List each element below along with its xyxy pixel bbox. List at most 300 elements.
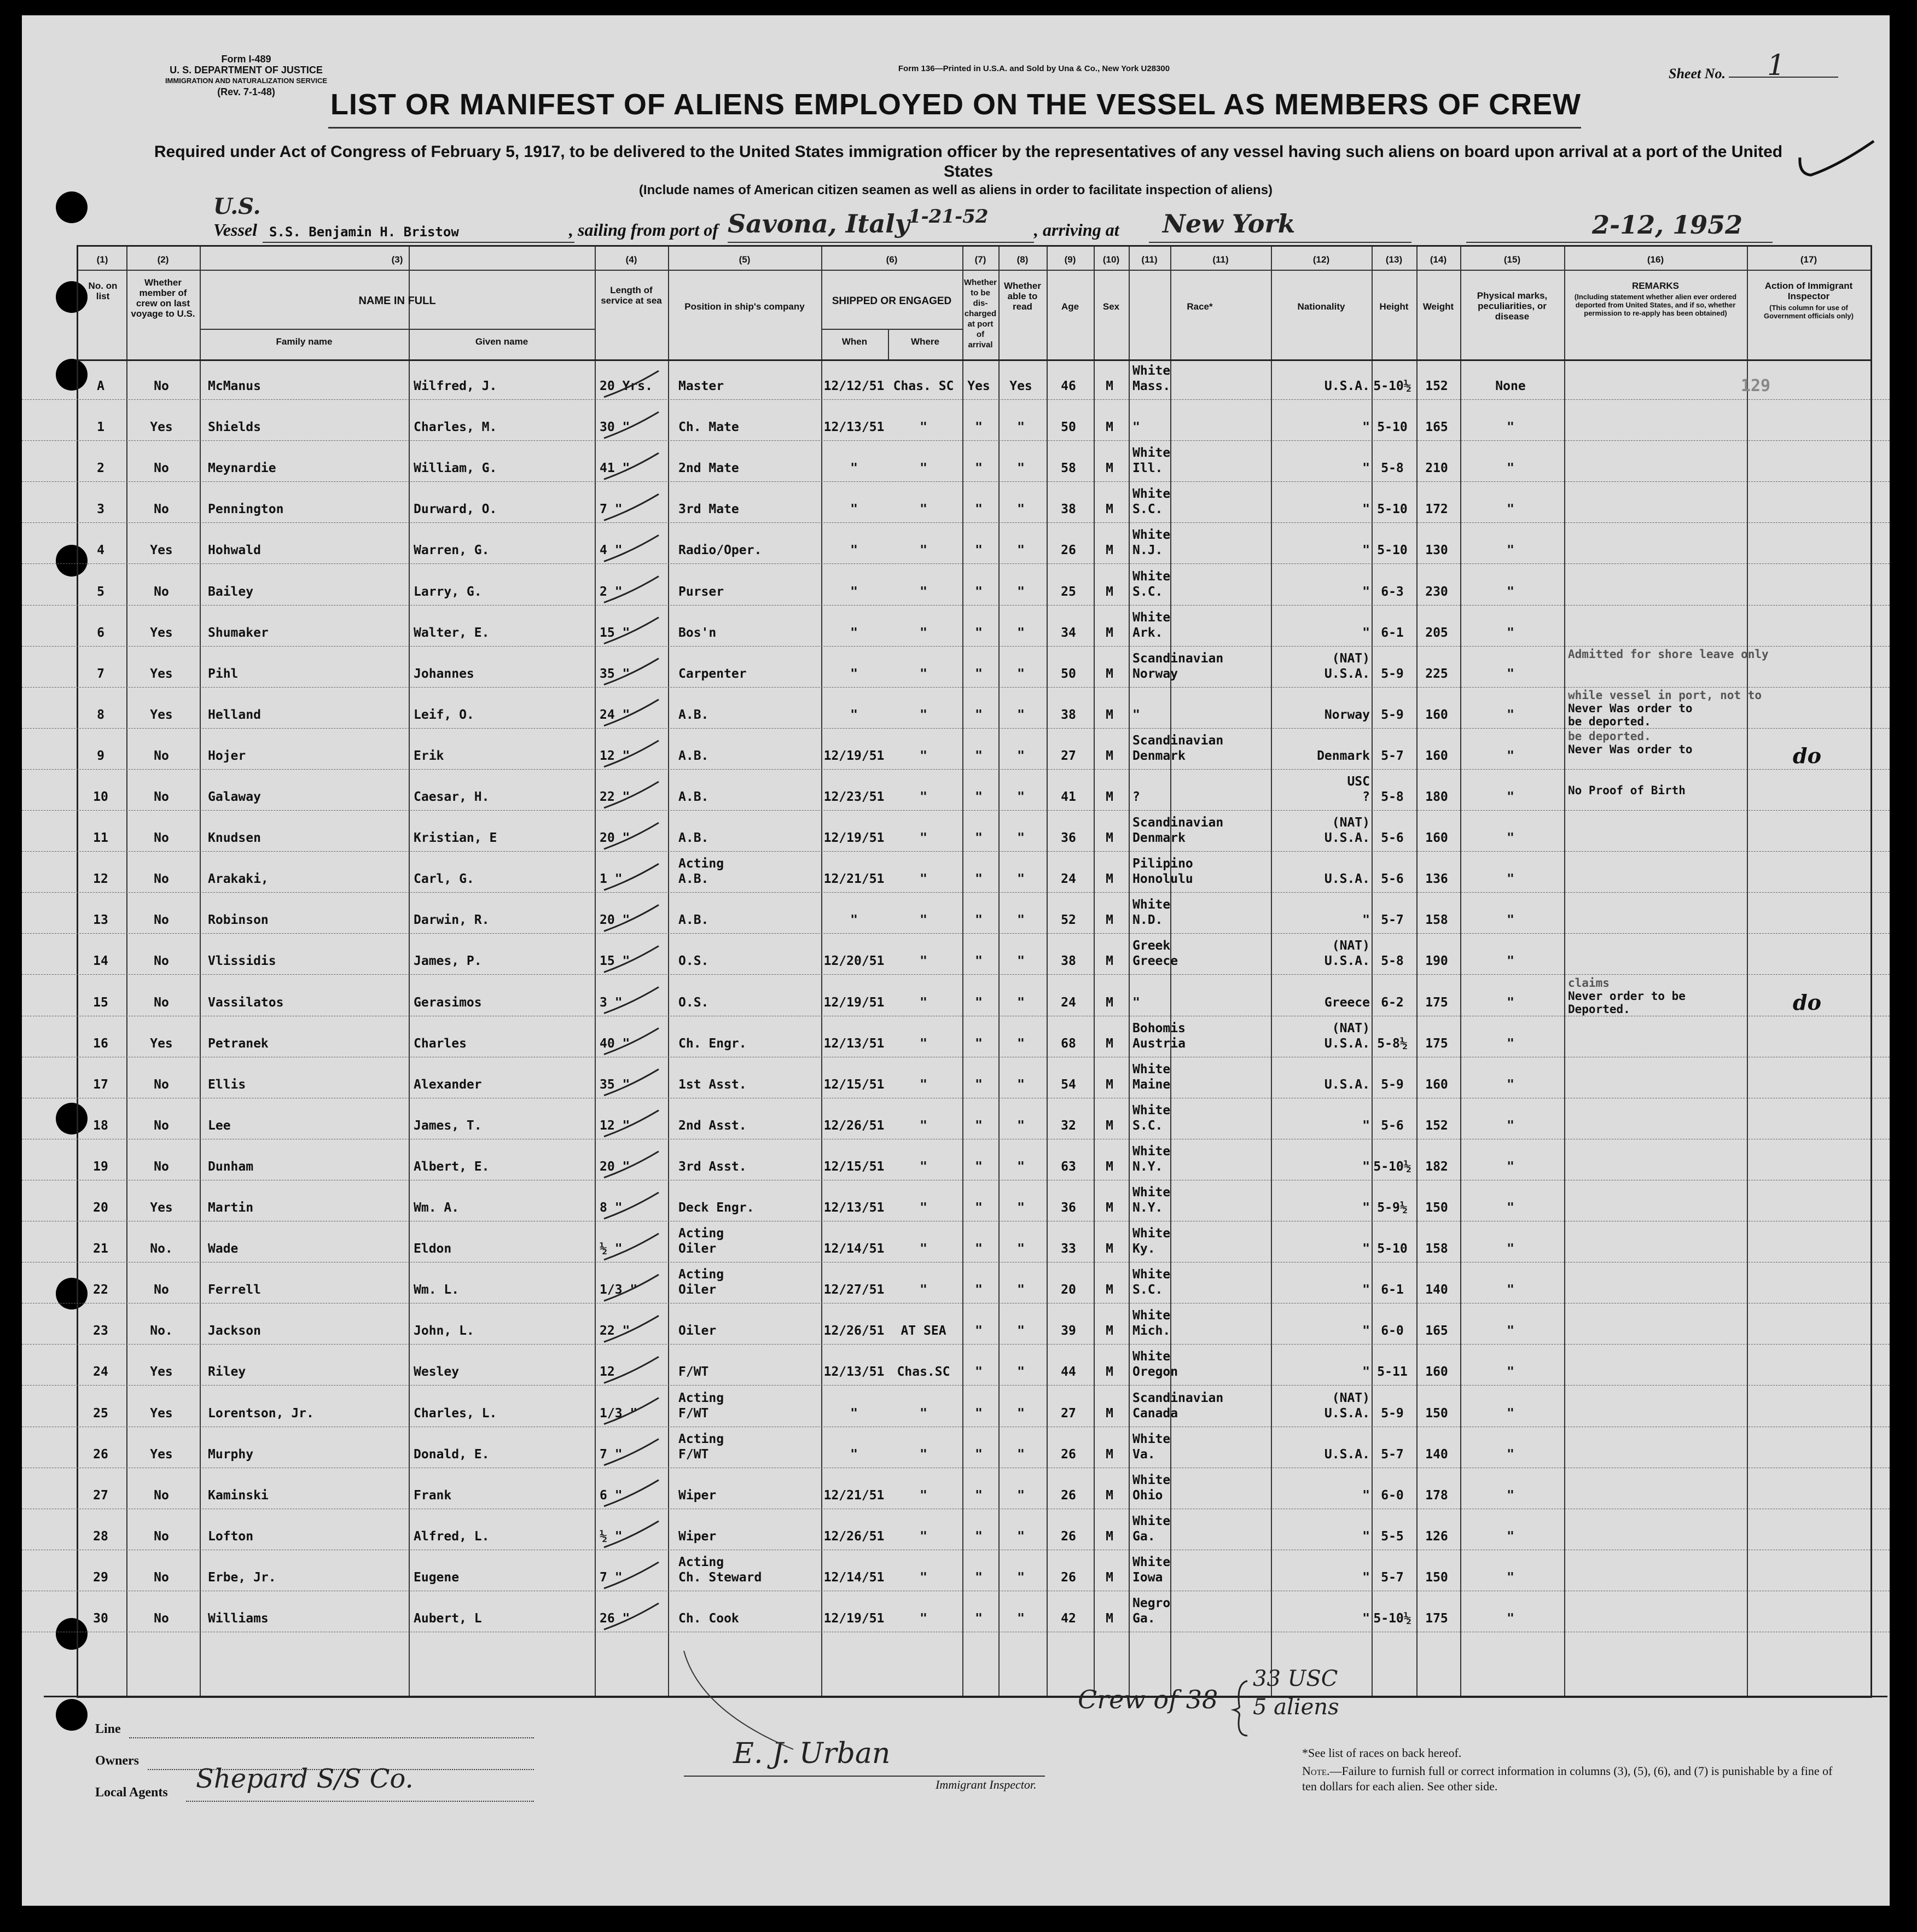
col16-sub: (Including statement whether alien ever ordered deported from United States, and if so, whether permission to re-apply has been obtained)	[1574, 293, 1737, 317]
height: 5-7	[1381, 913, 1404, 928]
check-mark-icon	[1794, 136, 1877, 185]
family-name: Lee	[208, 1118, 231, 1133]
shipped-where: "	[920, 625, 927, 640]
able-to-read: Yes	[1009, 379, 1032, 393]
row-number: 15	[93, 995, 108, 1010]
sex: M	[1106, 1529, 1113, 1544]
inspector-action: do	[1793, 990, 1821, 1015]
col12-header: Nationality	[1297, 301, 1345, 312]
given-name: Eugene	[414, 1570, 460, 1585]
prior-voyage: No	[154, 502, 169, 517]
row-number: 5	[97, 584, 104, 599]
discharged: "	[975, 1488, 983, 1503]
weight: 172	[1425, 502, 1448, 517]
age: 36	[1061, 1201, 1076, 1215]
prior-voyage: No	[154, 1077, 169, 1092]
age: 26	[1061, 1529, 1076, 1544]
remarks-line3: be deported.	[1568, 714, 1651, 728]
position: 2nd Mate	[678, 461, 739, 476]
col3-family: Family name	[276, 336, 333, 347]
shipped-where: "	[920, 831, 927, 846]
family-name: Kaminski	[208, 1488, 269, 1503]
col10-num: (10)	[1102, 254, 1120, 265]
given-name: Warren, G.	[414, 543, 490, 558]
discharged: "	[975, 1324, 983, 1339]
family-name: Jackson	[208, 1324, 261, 1339]
able-to-read: "	[1017, 625, 1025, 640]
position: F/WT	[678, 1365, 709, 1380]
physical-marks: "	[1507, 1365, 1514, 1380]
weight: 165	[1425, 1324, 1448, 1339]
col17-header: Action of Immigrant Inspector	[1764, 281, 1853, 301]
vessel-underline	[263, 242, 574, 243]
family-name: Knudsen	[208, 831, 261, 846]
physical-marks: "	[1507, 1118, 1514, 1133]
service-length: 35 "	[600, 1077, 630, 1092]
col9-num: (9)	[1064, 254, 1076, 265]
race-line2: Mich.	[1132, 1324, 1171, 1339]
race-line1: White	[1132, 1349, 1171, 1364]
physical-marks: "	[1507, 666, 1514, 681]
arriving-label: , arriving at	[1034, 220, 1119, 240]
prior-voyage: Yes	[150, 1365, 173, 1380]
given-name: Darwin, R.	[414, 913, 490, 928]
shipped-when: 12/19/51	[823, 748, 885, 763]
shipped-where: "	[920, 872, 927, 887]
shipped-where: "	[920, 1488, 927, 1503]
race-line1: Bohomis	[1132, 1021, 1186, 1035]
table-row	[22, 522, 1890, 564]
col2-header: Whether member of crew on last voyage to U.S.	[131, 277, 195, 319]
race-line2: S.C.	[1132, 1118, 1163, 1133]
given-name: John, L.	[414, 1324, 474, 1339]
shipped-where: "	[920, 790, 927, 804]
able-to-read: "	[1017, 1365, 1025, 1380]
able-to-read: "	[1017, 1488, 1025, 1503]
service-length: 26 "	[600, 1611, 630, 1626]
revision: (Rev. 7-1-48)	[217, 86, 275, 97]
service-length: 20 "	[600, 913, 630, 928]
height: 5-8	[1381, 461, 1404, 476]
able-to-read: "	[1017, 1611, 1025, 1626]
remarks-line1: be deported.	[1568, 729, 1651, 743]
service-length: 41 "	[600, 461, 630, 476]
race-line2: N.J.	[1132, 543, 1163, 558]
family-name: Vassilatos	[208, 995, 284, 1010]
age: 42	[1061, 1611, 1076, 1626]
row-number: 7	[97, 666, 104, 681]
shipped-where: Chas.SC	[897, 1365, 950, 1380]
col8-header: Whether able to read	[1004, 281, 1041, 312]
table-row	[22, 358, 1890, 400]
prior-voyage: No	[154, 1488, 169, 1503]
age: 38	[1061, 954, 1076, 969]
crew-count: Crew of 38	[1078, 1685, 1218, 1714]
family-name: Vlissidis	[208, 954, 276, 969]
weight: 175	[1425, 1036, 1448, 1051]
col13-header: Height	[1379, 301, 1409, 312]
shipped-when: 12/13/51	[823, 1365, 885, 1380]
prior-voyage: No	[154, 379, 169, 393]
position: Deck Engr.	[678, 1201, 754, 1215]
prior-voyage: Yes	[150, 707, 173, 722]
race-line1: White	[1132, 1144, 1171, 1159]
physical-marks: "	[1507, 1159, 1514, 1174]
family-name: Pihl	[208, 666, 239, 681]
weight: 130	[1425, 543, 1448, 558]
prior-voyage: Yes	[150, 543, 173, 558]
race-line1: White	[1132, 1062, 1171, 1076]
col11-num: (11)	[1141, 254, 1158, 265]
given-name: William, G.	[414, 461, 497, 476]
port-from-underline	[728, 242, 1034, 243]
table-row	[22, 810, 1890, 852]
race-line1: White	[1132, 1226, 1171, 1241]
nationality: U.S.A.	[1324, 1077, 1370, 1092]
table-row	[22, 1386, 1890, 1427]
race-line2: "	[1132, 420, 1140, 435]
race-line2: Denmark	[1132, 748, 1186, 763]
nationality: "	[1362, 461, 1370, 476]
weight: 158	[1425, 1242, 1448, 1256]
nationality: "	[1362, 1365, 1370, 1380]
table-row	[22, 933, 1890, 975]
col7-header: Whether to be dis-charged at port of arrival	[964, 278, 997, 350]
given-name: Charles, L.	[414, 1406, 497, 1421]
age: 41	[1061, 790, 1076, 804]
sex: M	[1106, 1159, 1113, 1174]
height: 5-7	[1381, 748, 1404, 763]
shipped-where: "	[920, 584, 927, 599]
table-row	[22, 1057, 1890, 1098]
race-line1: White	[1132, 610, 1171, 625]
able-to-read: "	[1017, 543, 1025, 558]
service-length: 35 "	[600, 666, 630, 681]
physical-marks: "	[1507, 543, 1514, 558]
position: O.S.	[678, 995, 709, 1010]
col10-header: Sex	[1102, 301, 1120, 312]
given-name: Larry, G.	[414, 584, 482, 599]
nationality: "	[1362, 502, 1370, 517]
col4-header: Length of service at sea	[601, 285, 662, 306]
weight: 175	[1425, 995, 1448, 1010]
given-name: Wm. L.	[414, 1283, 460, 1297]
table-row	[22, 399, 1890, 441]
weight: 178	[1425, 1488, 1448, 1503]
shipped-when: 12/12/51	[823, 379, 885, 393]
shipped-when: 12/15/51	[823, 1159, 885, 1174]
position: 3rd Asst.	[678, 1159, 747, 1174]
race-line1: White	[1132, 1308, 1171, 1323]
height: 6-1	[1381, 625, 1404, 640]
shipped-where: "	[920, 954, 927, 969]
race-line2: S.C.	[1132, 502, 1163, 517]
prior-voyage: No	[154, 748, 169, 763]
sex: M	[1106, 1077, 1113, 1092]
col11b-num: (11)	[1212, 254, 1229, 265]
family-name: Arakaki,	[208, 872, 269, 887]
shipped-when: "	[850, 543, 858, 558]
service-length: ½ "	[600, 1529, 623, 1544]
height: 5-6	[1381, 1118, 1404, 1133]
remarks-line2: Never order to be	[1568, 989, 1686, 1003]
able-to-read: "	[1017, 1283, 1025, 1297]
age: 20	[1061, 1283, 1076, 1297]
weight: 182	[1425, 1159, 1448, 1174]
row-number: 24	[93, 1365, 108, 1380]
family-name: Erbe, Jr.	[208, 1570, 276, 1585]
sex: M	[1106, 1324, 1113, 1339]
race-line2: N.Y.	[1132, 1201, 1163, 1215]
col12-num: (12)	[1312, 254, 1330, 265]
prior-voyage: No	[154, 995, 169, 1010]
family-name: McManus	[208, 379, 261, 393]
col14-num: (14)	[1430, 254, 1447, 265]
col3-num: (3)	[391, 254, 403, 265]
given-name: Erik	[414, 748, 444, 763]
row-number: 11	[93, 831, 108, 846]
weight: 205	[1425, 625, 1448, 640]
race-line1: Scandinavian	[1132, 1390, 1224, 1405]
able-to-read: "	[1017, 1077, 1025, 1092]
col5-num: (5)	[739, 254, 751, 265]
discharged: "	[975, 1077, 983, 1092]
physical-marks: "	[1507, 790, 1514, 804]
given-name: Leif, O.	[414, 707, 474, 722]
row-number: 27	[93, 1488, 108, 1503]
inspector-action: do	[1793, 743, 1821, 768]
race-line2: Norway	[1132, 666, 1178, 681]
prior-voyage: No	[154, 1159, 169, 1174]
nationality: "	[1362, 1242, 1370, 1256]
discharged: "	[975, 1611, 983, 1626]
shipped-where: "	[920, 1611, 927, 1626]
shipped-where: "	[920, 748, 927, 763]
shipped-when: "	[850, 625, 858, 640]
family-name: Martin	[208, 1201, 254, 1215]
table-row	[22, 1591, 1890, 1632]
title-underline	[328, 127, 1581, 129]
shipped-where: "	[920, 1447, 927, 1462]
nationality: U.S.A.	[1324, 872, 1370, 887]
height: 6-0	[1381, 1488, 1404, 1503]
row-number: 10	[93, 790, 108, 804]
family-name: Shields	[208, 420, 261, 435]
race-line1: White	[1132, 1431, 1171, 1446]
given-name: Frank	[414, 1488, 452, 1503]
position-line1: Acting	[678, 1226, 724, 1241]
col6-num: (6)	[886, 254, 898, 265]
col13-num: (13)	[1385, 254, 1403, 265]
printer-line: Form 136—Printed in U.S.A. and Sold by Una & Co., New York U28300	[898, 64, 1170, 73]
col3-header: NAME IN FULL	[358, 295, 436, 307]
sex: M	[1106, 707, 1113, 722]
discharged: "	[975, 543, 983, 558]
shipped-where: "	[920, 1283, 927, 1297]
shipped-when: 12/15/51	[823, 1077, 885, 1092]
given-name: Wm. A.	[414, 1201, 460, 1215]
race-line1: Scandinavian	[1132, 651, 1224, 666]
port-to: New York	[1163, 209, 1296, 238]
given-name: Wilfred, J.	[414, 379, 497, 393]
able-to-read: "	[1017, 790, 1025, 804]
note-text: —Failure to furnish full or correct information in columns (3), (5), (6), and (7) is punishable by a fine of ten dollars for each alien. See other side.	[1302, 1764, 1833, 1793]
col9-header: Age	[1061, 301, 1079, 312]
physical-marks: "	[1507, 954, 1514, 969]
age: 50	[1061, 666, 1076, 681]
height: 5-9	[1381, 1406, 1404, 1421]
shipped-when: 12/21/51	[823, 872, 885, 887]
race-line1: Pilipino	[1132, 857, 1193, 871]
table-row	[22, 1098, 1890, 1139]
race-line1: Negro	[1132, 1596, 1171, 1610]
able-to-read: "	[1017, 1406, 1025, 1421]
service-length: 15 "	[600, 625, 630, 640]
given-name: Caesar, H.	[414, 790, 490, 804]
shipped-when: 12/21/51	[823, 1488, 885, 1503]
shipped-when: "	[850, 1447, 858, 1462]
race-line1: White	[1132, 1473, 1171, 1487]
shipped-where: "	[920, 1242, 927, 1256]
age: 39	[1061, 1324, 1076, 1339]
sex: M	[1106, 954, 1113, 969]
age: 36	[1061, 831, 1076, 846]
sheet-label: Sheet No.	[1669, 66, 1726, 82]
age: 25	[1061, 584, 1076, 599]
table-row	[22, 1427, 1890, 1468]
pointer-line-icon	[678, 1645, 810, 1755]
position: 1st Asst.	[678, 1077, 747, 1092]
weight: 158	[1425, 913, 1448, 928]
service-length: 1/3 "	[600, 1406, 638, 1421]
shipped-when: 12/26/51	[823, 1529, 885, 1544]
race-line1: White	[1132, 1555, 1171, 1569]
physical-marks: "	[1507, 1570, 1514, 1585]
age: 26	[1061, 1447, 1076, 1462]
family-name: Lorentson, Jr.	[208, 1406, 314, 1421]
given-name: Durward, O.	[414, 502, 497, 517]
col4-num: (4)	[625, 254, 637, 265]
family-name: Galaway	[208, 790, 261, 804]
sex: M	[1106, 1283, 1113, 1297]
sex: M	[1106, 1036, 1113, 1051]
weight: 230	[1425, 584, 1448, 599]
race-line2: Va.	[1132, 1447, 1155, 1462]
row-number: 9	[97, 748, 104, 763]
discharged: Yes	[967, 379, 990, 393]
family-name: Shumaker	[208, 625, 269, 640]
height: 5-9	[1381, 707, 1404, 722]
row-number: 19	[93, 1159, 108, 1174]
date-underline	[1466, 242, 1773, 243]
sex: M	[1106, 666, 1113, 681]
weight: 152	[1425, 379, 1448, 393]
line-label: Line	[95, 1722, 121, 1736]
service-length: 1 "	[600, 872, 623, 887]
row-number: 20	[93, 1201, 108, 1215]
service-length: 2 "	[600, 584, 623, 599]
table-row	[22, 851, 1890, 893]
position: Purser	[678, 584, 724, 599]
position-line1: Acting	[678, 1555, 724, 1569]
weight: 160	[1425, 748, 1448, 763]
position: Oiler	[678, 1324, 717, 1339]
agents-label: Local Agents	[95, 1785, 168, 1800]
discharged: "	[975, 625, 983, 640]
table-row	[22, 975, 1890, 1016]
family-name: Ellis	[208, 1077, 246, 1092]
service-length: 8 "	[600, 1201, 623, 1215]
age: 32	[1061, 1118, 1076, 1133]
nationality-line1: USC	[1347, 775, 1370, 789]
race-line2: S.C.	[1132, 584, 1163, 599]
sex: M	[1106, 502, 1113, 517]
shipped-when: "	[850, 913, 858, 928]
prior-voyage: Yes	[150, 1036, 173, 1051]
race-line1: White	[1132, 898, 1171, 912]
shipped-when: 12/20/51	[823, 954, 885, 969]
sex: M	[1106, 461, 1113, 476]
race-line1: White	[1132, 1514, 1171, 1528]
race-line2: Honolulu	[1132, 872, 1193, 887]
position: 3rd Mate	[678, 502, 739, 517]
table-row	[22, 1550, 1890, 1591]
row-number: 14	[93, 954, 108, 969]
able-to-read: "	[1017, 707, 1025, 722]
age: 38	[1061, 502, 1076, 517]
col1-header: No. on list	[88, 281, 118, 301]
prior-voyage: No	[154, 1529, 169, 1544]
weight: 175	[1425, 1611, 1448, 1626]
races-note: *See list of races on back hereof.	[1302, 1746, 1462, 1760]
nationality-line1: (NAT)	[1332, 651, 1370, 666]
row-number: 3	[97, 502, 104, 517]
position-line1: Acting	[678, 857, 724, 871]
table-row	[22, 1509, 1890, 1550]
position: Carpenter	[678, 666, 747, 681]
discharged: "	[975, 995, 983, 1010]
row-number: 2	[97, 461, 104, 476]
family-name: Petranek	[208, 1036, 269, 1051]
brace-icon	[1231, 1678, 1253, 1738]
service-tick-marks	[593, 360, 675, 1706]
able-to-read: "	[1017, 1242, 1025, 1256]
given-name: Alexander	[414, 1077, 482, 1092]
sailing-label: , sailing from port of	[569, 220, 718, 240]
race-line2: Ohio	[1132, 1488, 1163, 1503]
shipped-when: 12/27/51	[823, 1283, 885, 1297]
shipped-when: 12/19/51	[823, 995, 885, 1010]
given-name: Wesley	[414, 1365, 460, 1380]
service-length: 30 "	[600, 420, 630, 435]
position: A.B.	[678, 913, 709, 928]
physical-marks: "	[1507, 872, 1514, 887]
age: 34	[1061, 625, 1076, 640]
sex: M	[1106, 1611, 1113, 1626]
remarks-line2: No Proof of Birth	[1568, 784, 1686, 797]
weight: 180	[1425, 790, 1448, 804]
prior-voyage: No	[154, 913, 169, 928]
given-name: Albert, E.	[414, 1159, 490, 1174]
sheet-underline	[1729, 77, 1838, 78]
row-number: 16	[93, 1036, 108, 1051]
given-name: Donald, E.	[414, 1447, 490, 1462]
row-number: 21	[93, 1242, 108, 1256]
able-to-read: "	[1017, 461, 1025, 476]
weight: 160	[1425, 1077, 1448, 1092]
shipped-where: "	[920, 1201, 927, 1215]
table-row	[22, 769, 1890, 811]
